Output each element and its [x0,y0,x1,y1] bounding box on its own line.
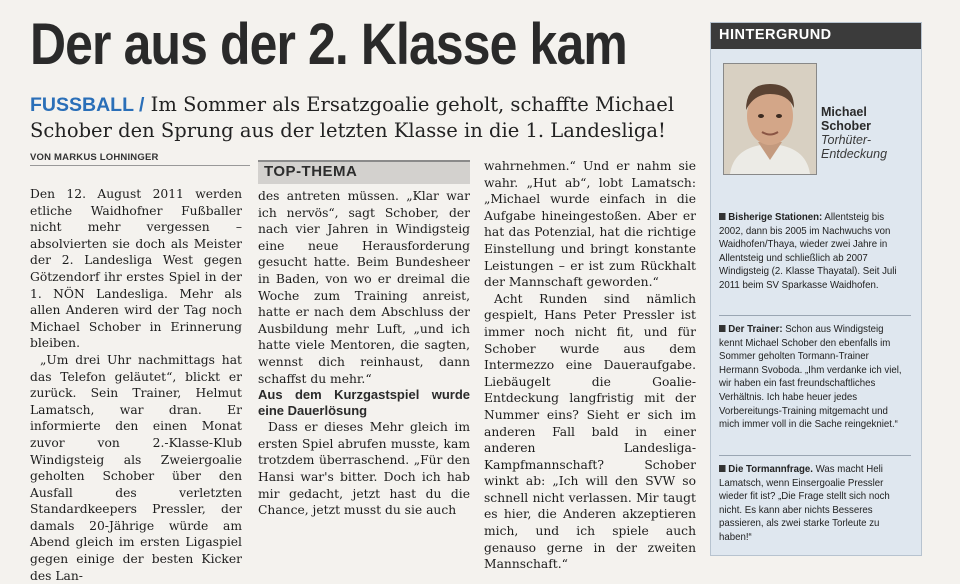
deck-text: Im Sommer als Ersatzgoalie geholt, schaffte Michael Schober den Sprung aus der letzten Klasse in die 1. Landesliga! [30,93,675,142]
photo-caption [821,105,917,161]
paragraph: Dass er dieses Mehr gleich im ersten Spiel abrufen musste, kam trotzdem überraschend. „Für den Hansi war's bitter. Doch ich hab mir gedacht, jetzt hast du die Chance, jetzt musst du sie auch [258,420,470,518]
sidebar-item [719,211,905,293]
top-thema-banner [258,160,470,184]
paragraph: des antreten müssen. „Klar war ich nervös“, sagt Schober, der nach vier Jahren in Windigsteig eine neue Herausforderung gesucht hatte. Beim Bundesheer in Baden, von wo er dreimal die Woche zum Training anreist, hatte er nach dem Abschluss der Ausbildung mehr Luft, „und ich hatte viele Mentoren, die sagten, wennst dich reinhaust, dann schaffst du mehr.“ [258,189,470,386]
caption-name: Michael Schober [821,105,872,133]
background-sidebar [710,22,922,556]
paragraph: Acht Runden sind nämlich gespielt, Hans Peter Pressler ist immer noch nicht fit, und für Schober wurde aus dem Intermezzo eine Daueraufgabe. Liebäugelt die Goalie-Entdeckung langfristig mit der Nummer eins? Sieht er sich im anderen Fall bald in einer anderen Landesliga-Kampfmannschaft? Schober winkt ab: „Ich will den SVW so schnell nicht verlassen. Mir taugt es hier, die Anderen akzeptieren mich, und ich spiele auch genauso gerne in der zweiten Mannschaft.“ [484,291,696,572]
headline: Der aus der 2. Klasse kam [30,12,627,77]
sidebar-item [719,323,905,432]
sidebar-item-text: Was macht Heli Lamatsch, wenn Einsergoalie Pressler wieder fit ist? „Die Frage stellt sich noch nicht. Es kann aber nichts Besseres passieren, als zwei starke Torleute zu haben!“ [719,464,890,543]
article-column-1 [30,186,242,584]
sidebar-item-text: Allentsteig bis 2002, dann bis 2005 im Nachwuchs von Waidhofen/Thaya, wieder zwei Jahre in Allentsteig und schließlich ab 2007 Windigsteig (2. Klasse Thayatal). Seit Juli 2011 beim SV Sparkasse Waidhofen. [719,212,897,291]
portrait-illustration [724,64,816,174]
bullet-square-icon [719,325,726,332]
sidebar-item-text: Schon aus Windigsteig kennt Michael Schober den ebenfalls im Sommer geholten Tormann-Trainer Hermann Svoboda. „Ihm verdanke ich viel, wir haben ein fast freundschaftliches Verhältnis. Ich habe heuer jedes Vorbereitungs-Training mitgemacht und mich immer voll in die Sache reingekniet.“ [719,324,902,431]
sidebar-item-lead: Der Trainer: [728,324,783,335]
sidebar-title: HINTERGRUND [719,27,832,43]
sidebar-item-lead: Bisherige Stationen: [728,212,823,223]
top-thema-label: TOP-THEMA [264,163,358,180]
paragraph: wahrnehmen.“ Und er nahm sie wahr. „Hut ab“, lobt Lamatsch: „Michael wurde einfach in die Aufgabe hineingestoßen. Aber er hat das Potenzial, hat die richtige Einstellung und bringt konstante Leistungen – er ist zum Rückhalt der Mannschaft geworden.“ [484,159,696,290]
deck-kicker: FUSSBALL / [30,94,145,116]
deck [30,92,710,143]
article-column-2 [258,188,470,519]
sidebar-item-lead: Die Tormannfrage. [728,464,813,475]
bullet-square-icon [719,465,726,472]
paragraph: Den 12. August 2011 werden etliche Waidhofner Fußballer nicht mehr vergessen – absolvierten sie doch als Meister der 2. Landesliga West gegen Götzendorf ihr erstes Spiel in der 1. NÖN Landesliga. Mehr als allen Anderen wird der Tag noch Michael Schober in Erinnerung bleiben. [30,187,242,351]
sidebar-item [719,463,905,545]
article-column-3 [484,158,696,573]
divider [719,455,911,456]
portrait-photo [723,63,817,175]
bullet-square-icon [719,213,726,220]
subheading: Aus dem Kurzgastspiel wurde eine Dauerlösung [258,387,470,419]
divider [719,315,911,316]
paragraph: „Um drei Uhr nachmittags hat das Telefon geläutet“, blickt er zurück. Sein Trainer, Helmut Lamatsch, war dran. Er informierte den einen Monat zuvor von 2.-Klasse-Klub Windigsteig als Zweiergoalie geholten Schober über den Ausfall des verletzten Standardkeepers Pressler, der damals 20-Jährige würde am Abend gleich im ersten Ligaspiel gegen einige der besten Kicker des Lan- [30,352,242,583]
byline: VON MARKUS LOHNINGER [30,152,250,166]
caption-role: Torhüter-Entdeckung [821,133,888,161]
sidebar-title-bar [711,23,921,49]
